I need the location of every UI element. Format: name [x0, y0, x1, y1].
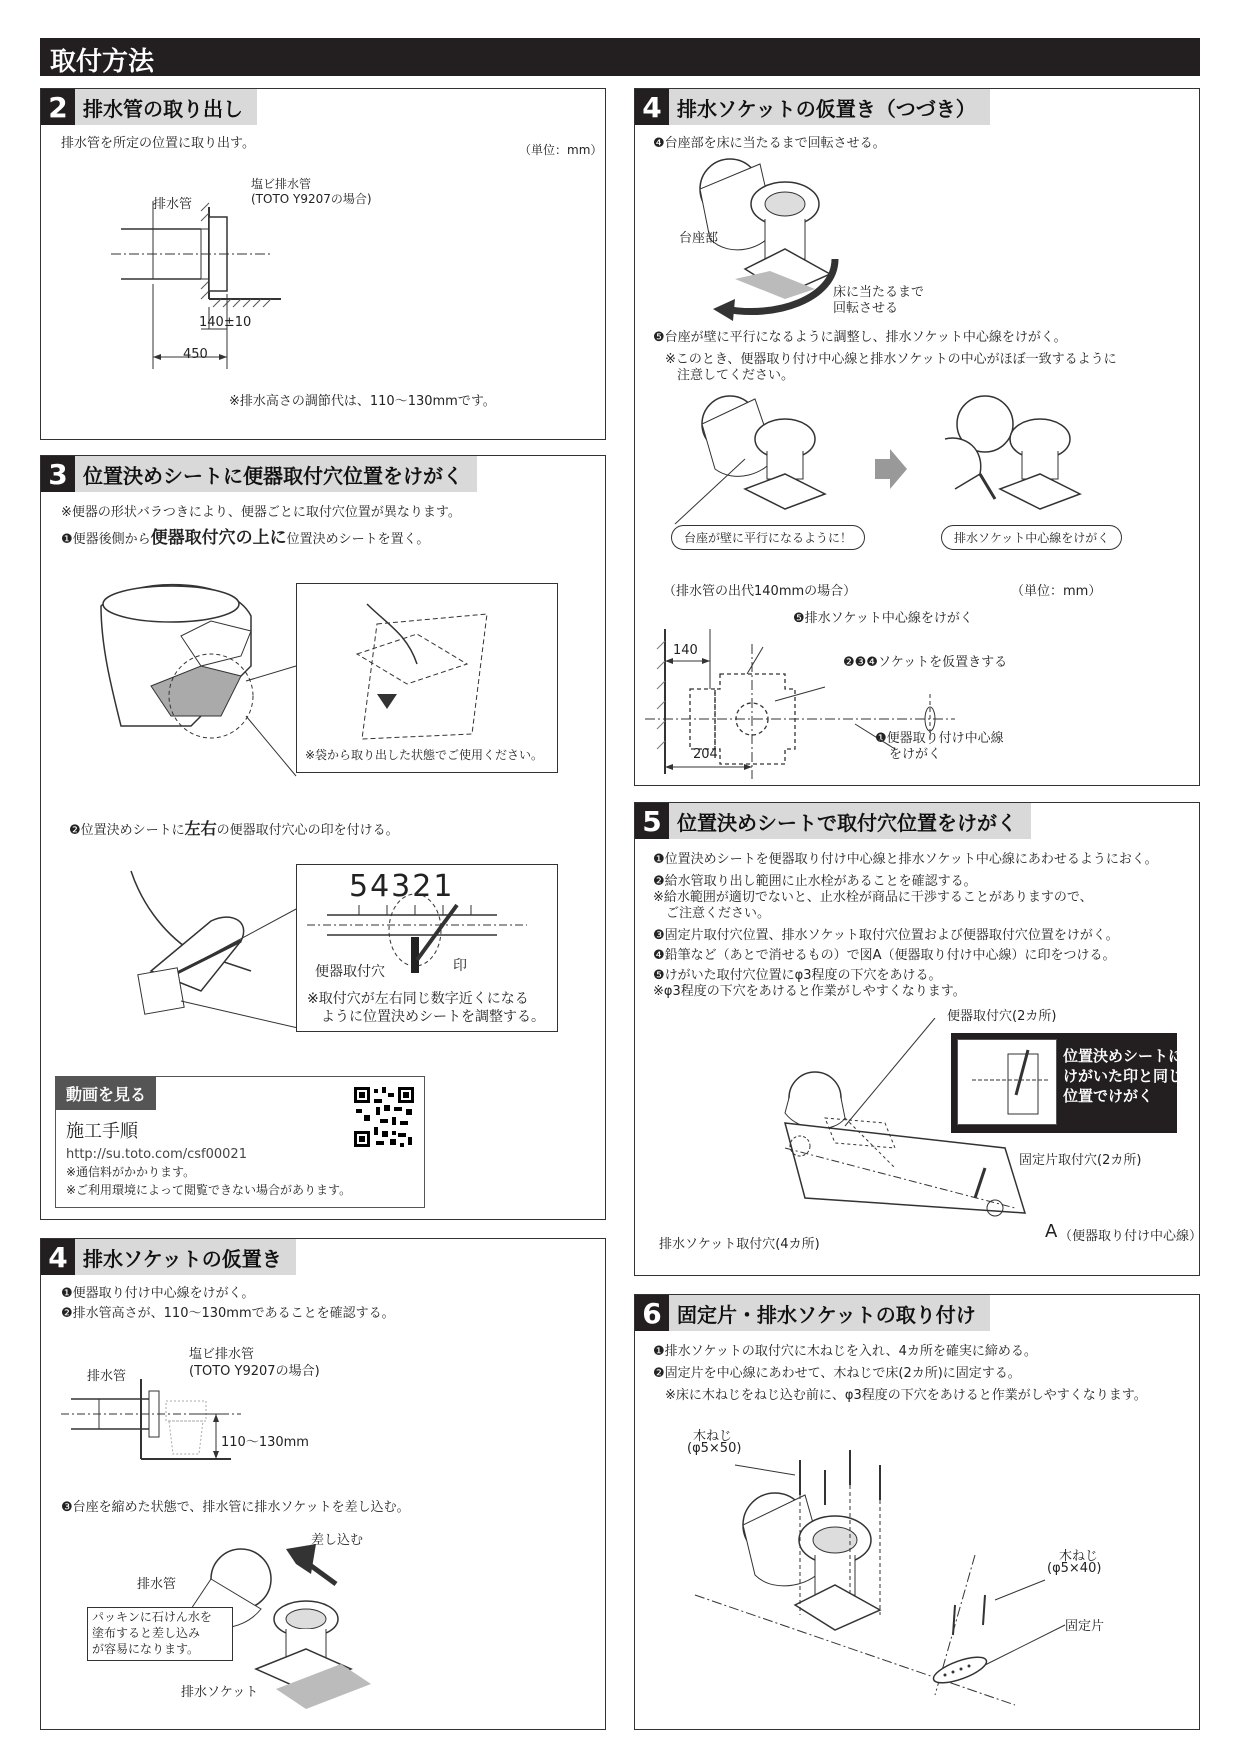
note-text: ※排水高さの調節代は、110〜130mmです。: [229, 394, 496, 409]
section-4-header: [41, 1239, 296, 1275]
step-line-7: ❺けがいた取付穴位置にφ3程度の下穴をあける。: [653, 968, 942, 983]
label-rotate-line-1: 床に当たるまで: [833, 285, 925, 300]
section-number: 4: [41, 1239, 75, 1275]
dimension-height: 110〜130mm: [221, 1435, 309, 1450]
drain-pipe-diagram: [41, 89, 607, 441]
video-url[interactable]: http://su.toto.com/csf00021: [66, 1147, 247, 1162]
label-fixing-hole: 固定片取付穴(2カ所): [1019, 1153, 1142, 1168]
label-toilet-center-line-2: をけがく: [889, 747, 942, 762]
section-2-drain-pipe: [40, 88, 606, 440]
section-6-fixing: [634, 1294, 1200, 1730]
video-panel: [55, 1076, 425, 1208]
step-line-2: ❷給水管取り出し範囲に止水栓があることを確認する。: [653, 874, 977, 889]
step-3-text: ❸台座を縮めた状態で、排水管に排水ソケットを差し込む。: [61, 1500, 410, 1515]
step-1-text: [61, 530, 429, 548]
section-4-socket-placement: [40, 1238, 606, 1730]
step-1-text: ❶便器取り付け中心線をけがく。: [61, 1286, 255, 1301]
callout-line-1: ※取付穴が左右同じ数字近くになる: [307, 991, 529, 1007]
label-a: A: [1045, 1221, 1058, 1242]
label-screw-1: 木ねじ: [693, 1429, 733, 1444]
pipe-height-diagram: [41, 1369, 607, 1509]
packing-tip-line-2: 塗布すると差し込み: [92, 1626, 201, 1640]
label-socket-center: ❺排水ソケット中心線をけがく: [793, 611, 973, 626]
label-screw-2: 木ねじ: [1059, 1549, 1099, 1564]
label-insert: 差し込む: [311, 1533, 364, 1548]
step-2-suffix: の便器取付穴心の印を付ける。: [216, 823, 399, 838]
sheet-closeup-drawing: [297, 584, 559, 744]
video-note-1: ※通信料がかかります。: [66, 1165, 196, 1179]
label-drain-pipe: 排水管: [153, 197, 193, 212]
case-label: （排水管の出代140mmの場合）: [663, 584, 857, 599]
section-6-header: [635, 1295, 990, 1331]
label-screw-1-size: (φ5×50): [687, 1441, 742, 1456]
step-line-5: ❸固定片取付穴位置、排水ソケット取付穴位置および便器取付穴位置をけがく。: [653, 928, 1119, 943]
section-title: 位置決めシートで取付穴位置をけがく: [677, 810, 1017, 835]
label-toilet-hole: 便器取付穴: [315, 964, 385, 980]
page-title: 取付方法: [40, 38, 1200, 76]
label-screw-2-size: (φ5×40): [1047, 1561, 1102, 1576]
step-1-prefix: ❶便器後側から: [61, 532, 151, 547]
step-line-1: ❶位置決めシートを便器取り付け中心線と排水ソケット中心線にあわせるようにおく。: [653, 852, 1158, 867]
label-base: 台座部: [679, 231, 719, 246]
pill-mark-center: 排水ソケット中心線をけがく: [941, 525, 1122, 550]
step-5-text: ❺台座が壁に平行になるように調整し、排水ソケット中心線をけがく。: [653, 330, 1067, 345]
note-line-1: ※このとき、便器取り付け中心線と排水ソケットの中心がほぼ一致するように: [665, 352, 1117, 367]
section-number: 3: [41, 456, 75, 492]
step-2-text: ❷固定片を中心線にあわせて、木ねじで床(2カ所)に固定する。: [653, 1366, 1021, 1381]
callout-note: ※袋から取り出した状態でご使用ください。: [305, 748, 544, 762]
base-rotation-diagram: [635, 149, 1201, 349]
video-header: 動画を見る: [56, 1077, 156, 1110]
step-line-3: ※給水範囲が適切でないと、止水栓が商品に干渉することがありますので、: [653, 890, 1093, 905]
step-1-suffix: 位置決めシートを置く。: [286, 532, 430, 547]
dimension-204: 204: [693, 747, 718, 762]
step-text: 排水管を所定の位置に取り出す。: [61, 136, 255, 151]
step-2-prefix: ❷位置決めシートに: [69, 823, 185, 838]
packing-tip-line-3: が容易になります。: [92, 1642, 200, 1656]
label-place-socket: ❷❸❹ソケットを仮置きする: [843, 655, 1008, 670]
step-2-text: ❷排水管高さが、110〜130mmであることを確認する。: [61, 1306, 395, 1321]
label-pvc-model: (TOTO Y9207の場合): [189, 1364, 320, 1379]
label-drain-pipe: 排水管: [87, 1369, 127, 1384]
step-line-6: ❹鉛筆など（あとで消せるもの）で図A（便器取り付け中心線）に印をつける。: [653, 948, 1116, 963]
label-pvc-pipe: 塩ビ排水管: [189, 1347, 255, 1362]
callout-line-2: ように位置決めシートを調整する。: [321, 1009, 545, 1025]
note-text: ※便器の形状バラつきにより、便器ごとに取付穴位置が異なります。: [61, 505, 461, 520]
step-2-bold: 左右: [184, 819, 217, 838]
label-fixing-piece: 固定片: [1065, 1619, 1105, 1634]
section-title: 位置決めシートに便器取付穴位置をけがく: [83, 463, 463, 488]
section-number: 6: [635, 1295, 669, 1331]
scale-closeup-frame: [296, 864, 558, 1032]
label-drain-pipe-2: 排水管: [137, 1577, 177, 1592]
label-a-note: （便器取り付け中心線）: [1059, 1229, 1203, 1244]
packing-tip-line-1: パッキンに石けん水を: [92, 1610, 212, 1624]
section-3-header: [41, 456, 477, 492]
dimension-450: 450: [183, 347, 208, 362]
section-5-header: [635, 803, 1031, 839]
label-pvc-model: (TOTO Y9207の場合): [251, 192, 372, 206]
section-title: 固定片・排水ソケットの取り付け: [677, 1302, 976, 1327]
unit-label: （単位：mm）: [1011, 584, 1102, 599]
label-socket-hole: 排水ソケット取付穴(4カ所): [659, 1237, 820, 1252]
tip-line-3: 位置でけがく: [1063, 1087, 1154, 1105]
dimension-140: 140: [673, 643, 698, 658]
video-note-2: ※ご利用環境によって閲覧できない場合があります。: [66, 1183, 352, 1197]
section-title: 排水管の取り出し: [83, 96, 243, 121]
pill-parallel: 台座が壁に平行になるように！: [671, 525, 865, 550]
step-line-8: ※φ3程度の下穴をあけると作業がしやすくなります。: [653, 984, 966, 999]
scale-numbers: 54321: [349, 869, 455, 904]
section-number: 4: [635, 89, 669, 125]
parallel-adjust-diagram: [635, 379, 1201, 529]
section-4-continued: [634, 88, 1200, 786]
dimension-140: 140±10: [199, 315, 252, 330]
sheet-closeup-frame: [296, 583, 558, 773]
label-rotate-line-2: 回転させる: [833, 301, 899, 316]
note-line-2: 注意してください。: [677, 368, 795, 383]
label-toilet-hole: 便器取付穴(2カ所): [947, 1009, 1057, 1024]
section-number: 2: [41, 89, 75, 125]
unit-label: （単位：mm）: [519, 143, 603, 157]
label-drain-socket: 排水ソケット: [181, 1685, 259, 1700]
step-1-text: ❶排水ソケットの取付穴に木ねじを入れ、4カ所を確実に締める。: [653, 1344, 1037, 1359]
section-title: 排水ソケットの仮置き（つづき）: [677, 96, 976, 121]
packing-tip-box: [87, 1607, 233, 1661]
section-3-marking-sheet: [40, 455, 606, 1220]
label-toilet-center-line-1: ❶便器取り付け中心線: [875, 731, 1004, 746]
video-title: 施工手順: [66, 1121, 138, 1142]
section-number: 5: [635, 803, 669, 839]
qr-code-icon[interactable]: [352, 1085, 416, 1149]
tip-line-1: 位置決めシートに: [1063, 1047, 1184, 1065]
step-1-bold: 便器取付穴の上に: [150, 528, 287, 548]
label-pvc-pipe: 塩ビ排水管: [251, 177, 312, 191]
section-4-continued-header: [635, 89, 990, 125]
label-mark: 印: [453, 958, 467, 974]
step-2-text: [69, 820, 399, 839]
fixing-diagram: [635, 1425, 1201, 1725]
section-5-mark-holes: [634, 802, 1203, 1276]
step-line-4: ご注意ください。: [653, 906, 771, 921]
step-4-text: ❹台座部を床に当たるまで回転させる。: [653, 136, 886, 151]
tip-line-2: けがいた印と同じ: [1063, 1067, 1184, 1085]
scale-drawing: [297, 865, 559, 975]
section-title: 排水ソケットの仮置き: [83, 1246, 282, 1271]
note-text: ※床に木ねじをねじ込む前に、φ3程度の下穴をあけると作業がしやすくなります。: [665, 1388, 1147, 1403]
